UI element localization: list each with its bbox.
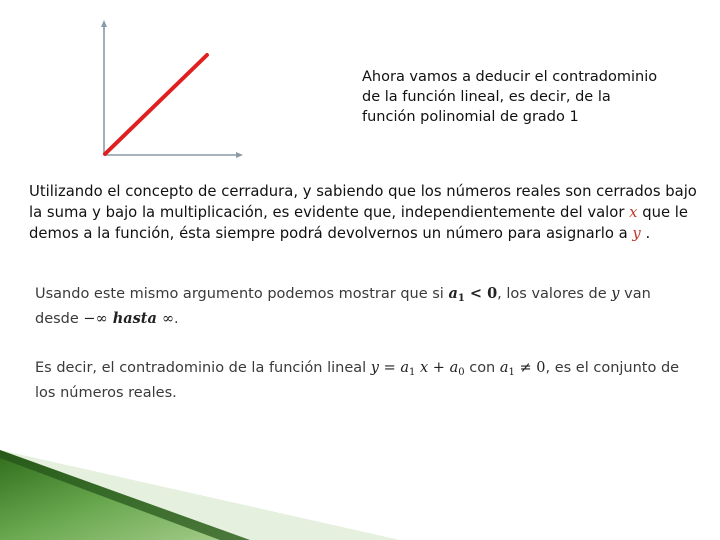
closure-paragraph (29, 181, 709, 244)
cond-a: a (499, 360, 509, 376)
eq-x: x (415, 360, 429, 376)
range-to: ∞ (161, 311, 175, 327)
codomain-text-b: con (464, 360, 500, 376)
codomain-paragraph (35, 358, 695, 403)
range-text-b: , los valores de (497, 286, 612, 302)
condition-var: a (448, 285, 458, 302)
range-text-c: van desde (35, 286, 651, 327)
x-axis-arrow-icon (236, 152, 243, 158)
linear-equation (371, 360, 465, 376)
cond-rel: ≠ 0 (514, 360, 546, 376)
codomain-text-c: , es el conjunto de los números reales. (35, 360, 680, 401)
eq-plus: + (428, 360, 450, 376)
condition-rel: < 0 (464, 285, 498, 302)
codomain-condition (500, 360, 546, 376)
closure-text-b: que le demos a la función, ésta siempre podrá devolvernos un número para asignarlo a (29, 204, 688, 242)
condition-expression (448, 286, 497, 302)
eq-a1: a (400, 360, 410, 376)
range-y: y (611, 286, 620, 302)
intro-text: Ahora vamos a deducir el contradominio de la función lineal, es decir, de la función polinomial de grado 1 (362, 69, 658, 125)
linear-function-line (105, 55, 207, 154)
range-argument-paragraph (35, 284, 695, 329)
eq-y: y (370, 360, 379, 376)
range-from: −∞ (83, 311, 108, 327)
eq-a1-sub: 1 (409, 367, 416, 378)
condition-sub: 1 (457, 293, 465, 304)
cond-a-sub: 1 (508, 367, 515, 378)
variable-y: y (632, 225, 641, 242)
range-hasta: hasta (107, 310, 162, 327)
variable-x: x (629, 204, 638, 221)
range-text-d: . (174, 311, 179, 327)
closure-text-c: . (640, 225, 651, 242)
range-variable-y (611, 286, 619, 302)
line-graph (0, 0, 260, 170)
eq-equals: = (379, 360, 401, 376)
closure-text-a: Utilizando el concepto de cerradura, y sabiendo que los números reales son cerrados bajo la suma y bajo la multiplicación, es evidente que, independientemente del valor (29, 183, 697, 221)
range-text-a: Usando este mismo argumento podemos mostrar que si (35, 286, 449, 302)
y-axis-arrow-icon (101, 20, 107, 27)
green-corner-decoration (0, 440, 720, 540)
eq-a0-sub: 0 (458, 367, 465, 378)
codomain-text-a: Es decir, el contradominio de la función lineal (35, 360, 371, 376)
eq-a0: a (449, 360, 459, 376)
